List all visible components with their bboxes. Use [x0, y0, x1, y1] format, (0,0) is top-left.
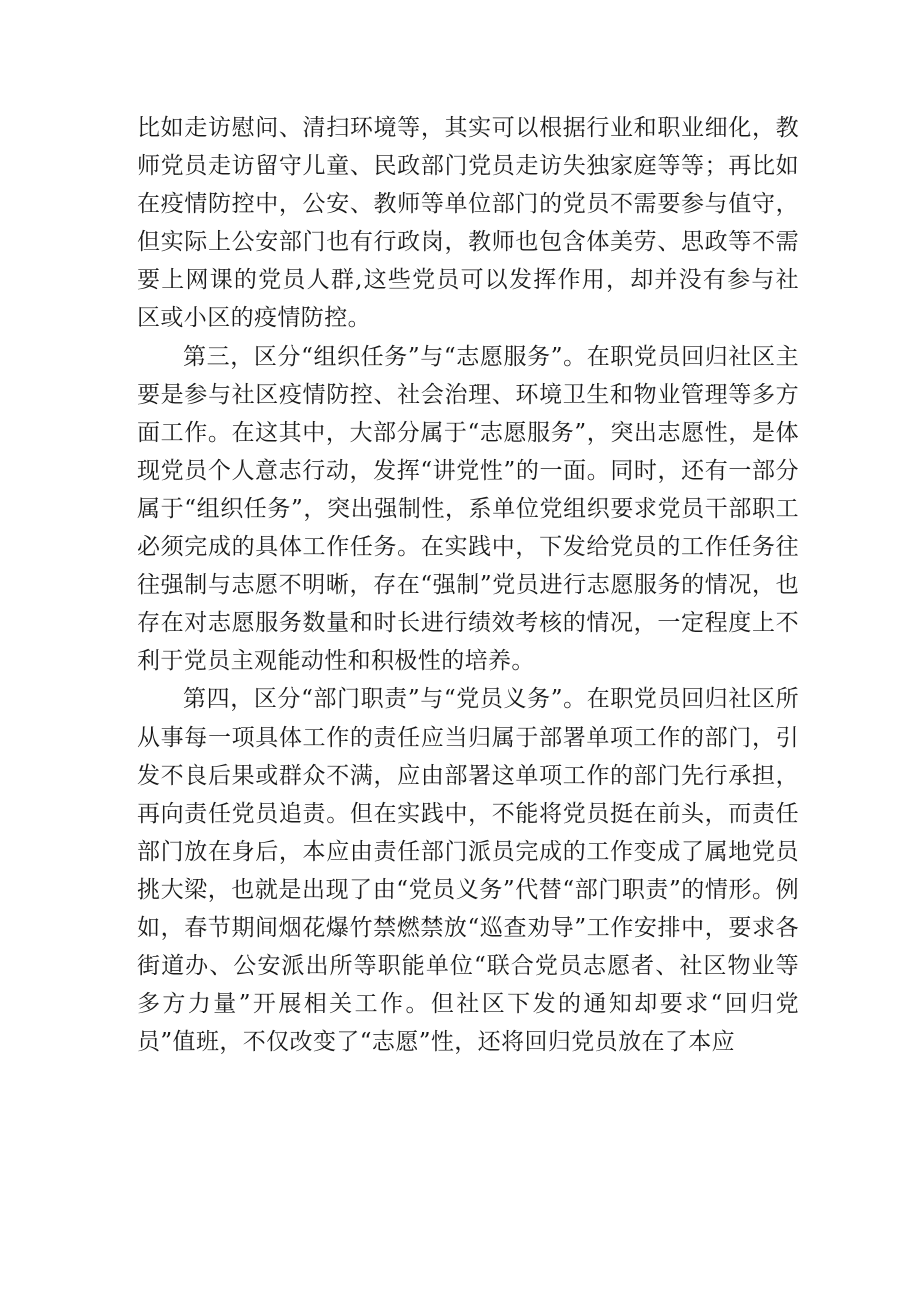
- paragraph-3: 第四，区分“部门职责”与“党员义务”。在职党员回归社区所从事每一项具体工作的责任应当归属于部署单项工作的部门，引发不良后果或群众不满，应由部署这单项工作的部门先行承担，再向责任党员追责。但在实践中，不能将党员挺在前头，而责任部门放在身后，本应由责任部门派员完成的工作变成了属地党员挑大梁，也就是出现了由“党员义务”代替“部门职责”的情形。例如，春节期间烟花爆竹禁燃禁放“巡查劝导”工作安排中，要求各街道办、公安派出所等职能单位“联合党员志愿者、社区物业等多方力量”开展相关工作。但社区下发的通知却要求“回归党员”值班，不仅改变了“志愿”性，还将回归党员放在了本应: [137, 686, 799, 1056]
- document-page: [137, 109, 799, 1061]
- paragraph-1: 比如走访慰问、清扫环境等，其实可以根据行业和职业细化，教师党员走访留守儿童、民政部门党员走访失独家庭等等；再比如在疫情防控中，公安、教师等单位部门的党员不需要参与值守，但实际上公安部门也有行政岗，教师也包含体美劳、思政等不需要上网课的党员人群,这些党员可以发挥作用，却并没有参与社区或小区的疫情防控。: [137, 115, 799, 332]
- paragraph-2: 第三，区分“组织任务”与“志愿服务”。在职党员回归社区主要是参与社区疫情防控、社会治理、环境卫生和物业管理等多方面工作。在这其中，大部分属于“志愿服务”，突出志愿性，是体现党员个人意志行动，发挥“讲党性”的一面。同时，还有一部分属于“组织任务”，突出强制性，系单位党组织要求党员干部职工必须完成的具体工作任务。在实践中，下发给党员的工作任务往往强制与志愿不明晰，存在“强制”党员进行志愿服务的情况，也存在对志愿服务数量和时长进行绩效考核的情况，一定程度上不利于党员主观能动性和积极性的培养。: [137, 343, 799, 675]
